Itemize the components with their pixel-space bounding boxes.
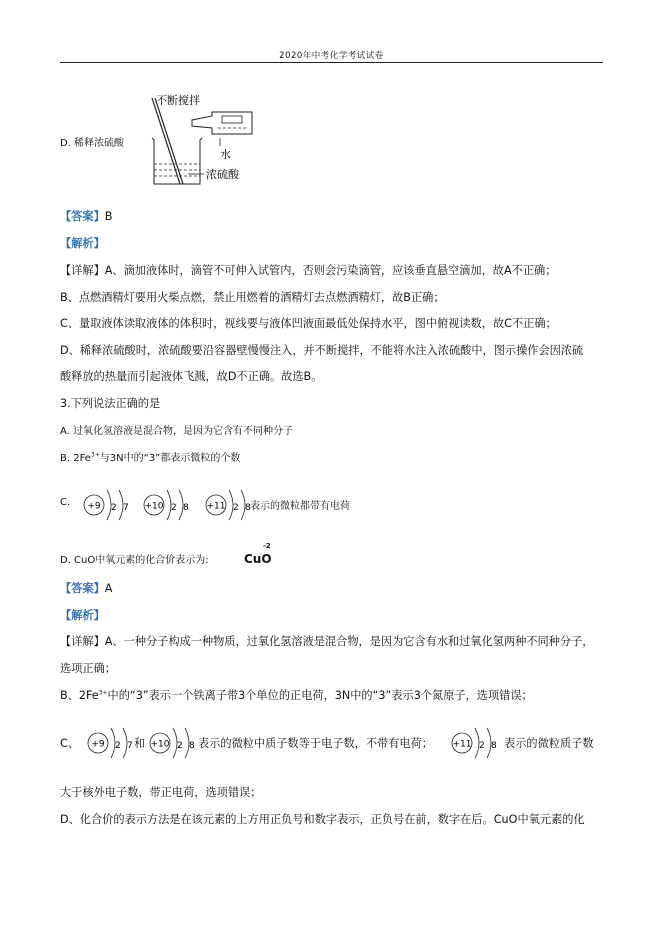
nucleus-charge: +10 (144, 501, 164, 512)
explain-a1-text: A、一种分子构成一种物质，过氧化氢溶液是混合物，是因为它含有水和过氧化氢两种不同种分子， (104, 635, 594, 648)
shell-electrons: 8 (183, 503, 189, 513)
valence-mark: -2 (263, 542, 271, 550)
q3-explain-a1 (60, 633, 593, 649)
shell-electrons: 7 (127, 741, 133, 751)
option-b-prefix: B. 2Fe (60, 453, 91, 464)
explain-a-text: A、滴加液体时，滴管不可伸入试管内，否则会污染滴管，应该垂直悬空滴加，故A不正确； (104, 264, 557, 277)
formula-text: CuO (244, 552, 272, 566)
q3-explain-c-and: 和 (134, 737, 146, 750)
shell-electrons: 8 (189, 741, 195, 751)
q3-explain-b (60, 687, 533, 703)
q2-explain-a (60, 262, 556, 278)
explain-b-sup: 3+ (98, 689, 108, 697)
header-divider (60, 62, 603, 63)
shell-electrons: 7 (123, 503, 129, 513)
nucleus-charge: +10 (150, 739, 170, 750)
atom-structure-1 (88, 728, 133, 758)
detail-tag: 【详解】 (60, 264, 105, 277)
answer-tag: 【答案】 (60, 582, 105, 595)
q3-option-c-text: 表示的微粒都带有电荷 (250, 501, 350, 512)
atom-structure-1 (84, 490, 129, 520)
q3-option-c-label: C. (60, 497, 71, 508)
shell-electrons: 2 (233, 503, 239, 513)
q3-stem: 3.下列说法正确的是 (60, 397, 161, 410)
q2-explain-b: B、点燃酒精灯要用火柴点燃，禁止用燃着的酒精灯去点燃酒精灯，故B正确； (60, 291, 445, 304)
dilute-acid-figure (140, 92, 270, 190)
atom-diagram-explain-c-end (448, 722, 500, 764)
atom-structure-2 (150, 728, 195, 758)
shell-electrons: 8 (491, 741, 497, 751)
shell-electrons: 2 (479, 741, 485, 751)
q3-option-a: A. 过氧化氢溶液是混合物，是因为它含有不同种分子 (60, 426, 294, 437)
nucleus-charge: +11 (206, 501, 226, 512)
option-b-sup: 3+ (90, 451, 100, 459)
atom-diagrams-option-c (80, 484, 260, 526)
nucleus-charge: +9 (91, 739, 105, 750)
shell-electrons: 2 (115, 741, 121, 751)
explain-b-suffix: 中的“3”表示一个铁离子带3个单位的正电荷，3N中的“3”表示3个氮原子，选项错误； (107, 689, 533, 702)
shell-electrons: 8 (245, 503, 251, 513)
stir-label: 不断搅拌 (156, 94, 200, 107)
q3-explain-c-mid: 表示的微粒中质子数等于电子数，不带有电荷； (198, 737, 433, 750)
acid-label: 浓硫酸 (206, 168, 239, 181)
q2-explain-d2: 酸释放的热量而引起液体飞溅，故D不正确。故选B。 (60, 370, 323, 383)
q2-explain-d1: D、稀释浓硫酸时，浓硫酸要沿容器壁慢慢注入，并不断搅拌，不能将水注入浓硫酸中，图示操作会因浓硫 (60, 344, 584, 357)
atom-structure-3 (206, 490, 251, 520)
nucleus-charge: +11 (452, 739, 472, 750)
atom-structure-2 (144, 490, 189, 520)
q2-option-d: D. 稀释浓硫酸 (60, 138, 125, 149)
q2-answer-line (60, 208, 112, 224)
q3-option-d: D. CuO中氧元素的化合价表示为: (60, 555, 209, 566)
shell-electrons: 2 (177, 741, 183, 751)
nucleus-charge: +9 (87, 501, 101, 512)
water-label: 水 (220, 148, 231, 161)
q3-explain-c2: 大于核外电子数，带正电荷，选项错误； (60, 786, 262, 799)
shell-electrons: 2 (111, 503, 117, 513)
q3-answer-line (60, 580, 112, 596)
q3-explain-c-end: 表示的微粒质子数 (504, 737, 594, 750)
q3-explain-d: D、化合价的表示方法是在该元素的上方用正负号和数字表示，正负号在前，数字在后。CuO中氧元素的化 (60, 813, 585, 826)
q2-explain-c: C、量取液体读取液体的体积时，视线要与液体凹液面最低处保持水平，图中俯视读数，故C不正确； (60, 317, 557, 330)
page-header: 2020年中考化学考试试卷 (279, 51, 384, 61)
q3-option-b (60, 449, 240, 464)
option-b-suffix: 与3N中的“3”都表示微粒的个数 (99, 453, 241, 464)
answer-tag: 【答案】 (60, 210, 105, 223)
cuo-valence-formula (244, 542, 278, 571)
q2-analysis-tag: 【解析】 (60, 237, 105, 250)
q3-answer: A (104, 582, 113, 595)
q3-explain-a2: 选项正确； (60, 662, 116, 675)
q3-explain-c-label: C、 (60, 737, 79, 750)
q2-answer: B (104, 210, 113, 223)
detail-tag: 【详解】 (60, 635, 105, 648)
explain-b-prefix: B、2Fe (60, 689, 99, 702)
q3-analysis-tag: 【解析】 (60, 609, 105, 622)
shell-electrons: 2 (171, 503, 177, 513)
